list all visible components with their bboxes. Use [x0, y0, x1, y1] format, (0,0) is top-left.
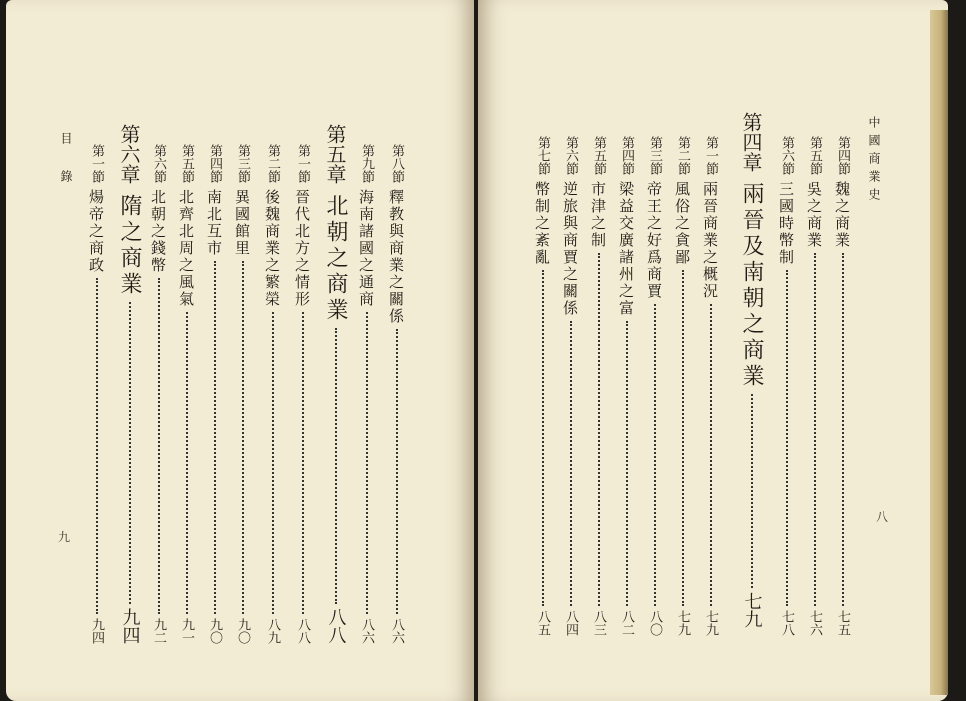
toc-entry [672, 136, 693, 636]
toc-entry [262, 144, 283, 644]
section-label: 第七節 [535, 136, 550, 175]
page-number: 八六 [359, 618, 374, 644]
folio: 八 [876, 510, 889, 524]
leader-dots [242, 261, 244, 614]
folio: 九 [58, 530, 71, 544]
running-head: 中國商業史 [867, 116, 881, 206]
leader-dots [96, 278, 98, 614]
toc-entry [776, 136, 797, 636]
toc-entry [616, 136, 637, 636]
leader-dots [129, 302, 131, 604]
section-title: 逆旅與商賈之關係 [561, 181, 579, 317]
toc-entry [386, 144, 407, 644]
leader-dots [158, 278, 160, 614]
toc-entry [644, 136, 665, 636]
section-title: 後魏商業之繁榮 [263, 189, 281, 308]
leader-dots [335, 328, 337, 604]
page-number: 七五 [835, 610, 850, 636]
toc-entry [232, 144, 253, 644]
running-head: 目 錄 [59, 132, 73, 188]
page-number: 七九 [703, 610, 718, 636]
section-label: 第三節 [647, 136, 662, 175]
section-label: 第一節 [703, 136, 718, 175]
section-label: 第六節 [563, 136, 578, 175]
section-label: 第一節 [89, 144, 104, 183]
chapter-title: 隋之商業 [117, 194, 142, 298]
page-number: 八九 [265, 618, 280, 644]
page-number: 七六 [807, 610, 822, 636]
page-number: 九四 [119, 608, 141, 644]
section-title: 晉代北方之情形 [293, 189, 311, 308]
toc-chapter [114, 124, 145, 644]
page-number: 八六 [389, 618, 404, 644]
right-page [478, 0, 948, 701]
section-label: 第二節 [265, 144, 280, 183]
toc-entry [832, 136, 853, 636]
page-number: 七八 [779, 610, 794, 636]
section-label: 第五節 [591, 136, 606, 175]
leader-dots [542, 270, 544, 606]
section-title: 北朝之錢幣 [149, 189, 167, 274]
toc-entry [588, 136, 609, 636]
leader-dots [786, 270, 788, 606]
section-title: 異國館里 [233, 189, 251, 257]
section-title: 市津之制 [589, 181, 607, 249]
leader-dots [814, 253, 816, 606]
toc-entry [204, 144, 225, 644]
section-title: 兩晉商業之概況 [701, 181, 719, 300]
section-label: 第九節 [359, 144, 374, 183]
section-label: 第二節 [675, 136, 690, 175]
leader-dots [654, 304, 656, 606]
chapter-label: 第六章 [117, 124, 141, 184]
toc-entry [356, 144, 377, 644]
section-title: 北齊北周之風氣 [177, 189, 195, 308]
toc-entry [532, 136, 553, 636]
section-title: 南北互市 [205, 189, 223, 257]
section-title: 風俗之貪鄙 [673, 181, 691, 266]
page-number: 九〇 [235, 618, 250, 644]
page-number: 七九 [741, 592, 763, 628]
toc-entry [804, 136, 825, 636]
leader-dots [710, 304, 712, 606]
page-number: 九二 [151, 618, 166, 644]
chapter-label: 第五章 [323, 124, 347, 184]
page-number: 八〇 [647, 610, 662, 636]
page-edge [930, 10, 948, 695]
left-page [6, 0, 474, 701]
leader-dots [598, 253, 600, 606]
chapter-title: 兩晉及南朝之商業 [739, 182, 764, 390]
toc-entry [700, 136, 721, 636]
section-label: 第四節 [207, 144, 222, 183]
page-number: 九〇 [207, 618, 222, 644]
leader-dots [366, 312, 368, 614]
section-label: 第八節 [389, 144, 404, 183]
toc-chapter [736, 112, 767, 628]
section-label: 第五節 [179, 144, 194, 183]
chapter-title: 北朝之商業 [323, 194, 348, 324]
section-title: 煬帝之商政 [87, 189, 105, 274]
page-number: 八八 [325, 608, 347, 644]
section-title: 幣制之紊亂 [533, 181, 551, 266]
toc-entry [148, 144, 169, 644]
leader-dots [186, 312, 188, 614]
page-number: 七九 [675, 610, 690, 636]
section-label: 第三節 [235, 144, 250, 183]
page-number: 八五 [535, 610, 550, 636]
section-label: 第六節 [779, 136, 794, 175]
page-number: 八四 [563, 610, 578, 636]
leader-dots [396, 329, 398, 614]
leader-dots [570, 321, 572, 606]
section-label: 第五節 [807, 136, 822, 175]
toc-chapter [320, 124, 351, 644]
section-title: 帝王之好爲商賈 [645, 181, 663, 300]
section-label: 第一節 [295, 144, 310, 183]
section-label: 第四節 [835, 136, 850, 175]
page-number: 九四 [89, 618, 104, 644]
page-number: 八三 [591, 610, 606, 636]
page-number: 八二 [619, 610, 634, 636]
leader-dots [842, 253, 844, 606]
toc-entry [176, 144, 197, 644]
toc-entry [560, 136, 581, 636]
leader-dots [751, 394, 753, 588]
page-number: 九一 [179, 618, 194, 644]
section-title: 吳之商業 [805, 181, 823, 249]
section-title: 三國時幣制 [777, 181, 795, 266]
leader-dots [302, 312, 304, 614]
toc-entry [292, 144, 313, 644]
page-number: 八八 [295, 618, 310, 644]
toc-entry [86, 144, 107, 644]
section-title: 魏之商業 [833, 181, 851, 249]
section-label: 第六節 [151, 144, 166, 183]
leader-dots [214, 261, 216, 614]
section-title: 海南諸國之通商 [357, 189, 375, 308]
chapter-label: 第四章 [739, 112, 763, 172]
section-label: 第四節 [619, 136, 634, 175]
section-title: 釋教與商業之關係 [387, 189, 405, 325]
section-title: 梁益交廣諸州之富 [617, 181, 635, 317]
leader-dots [682, 270, 684, 606]
leader-dots [626, 321, 628, 606]
leader-dots [272, 312, 274, 614]
